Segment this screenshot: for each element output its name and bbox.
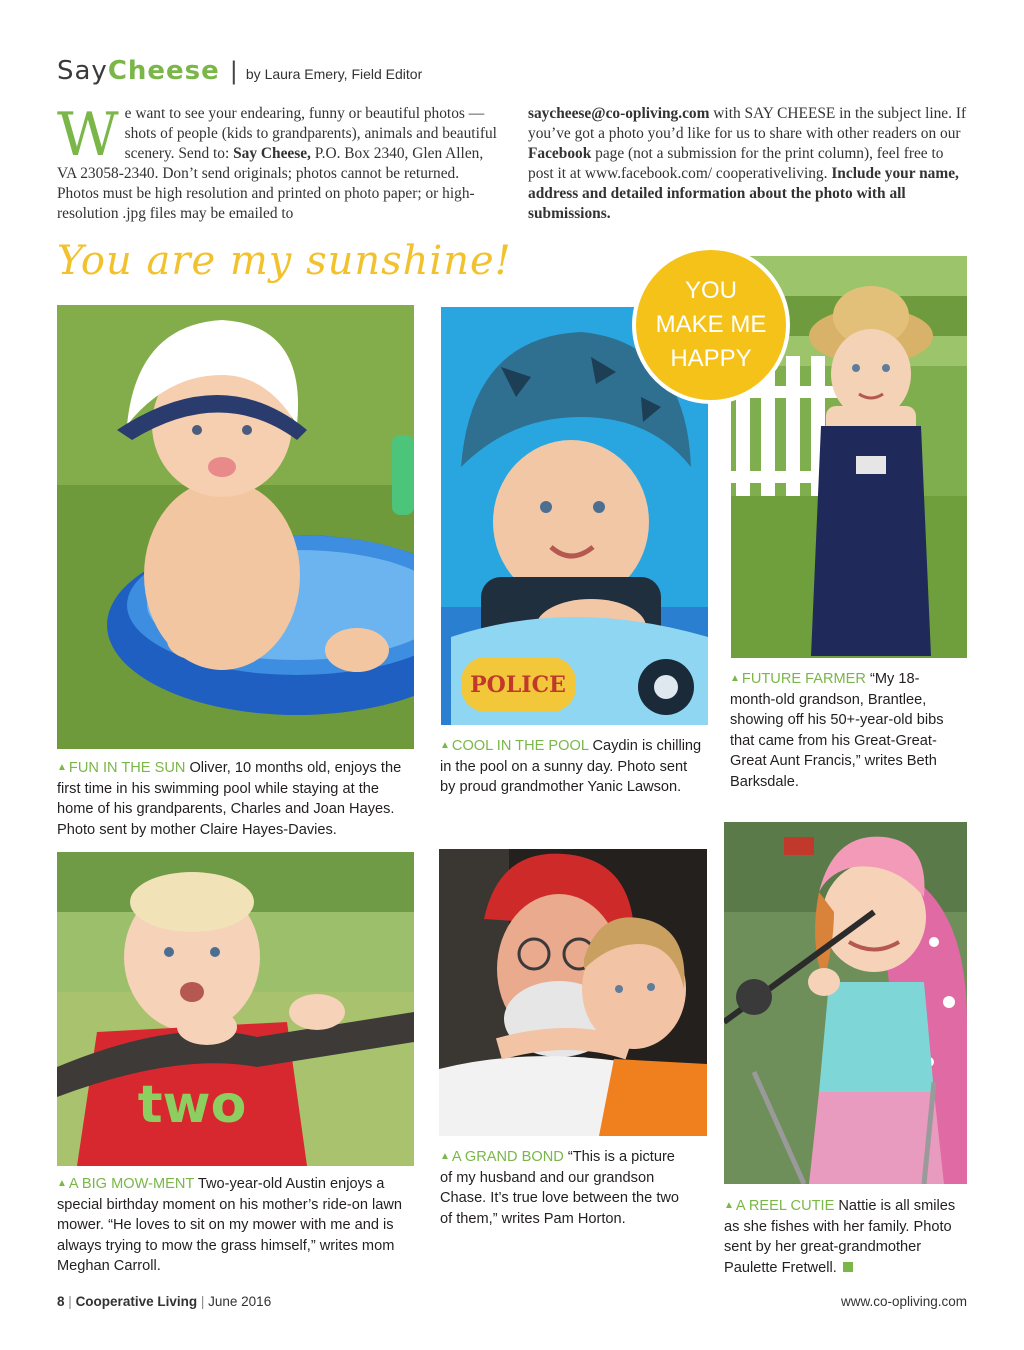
intro-column-right [528, 104, 968, 228]
caption-text: Oliver, 10 months old, enjoys the first time in his swimming pool while staying at the home of his grandparents, Charles and Joan Hayes. Photo sent by mother Claire Hayes-Davies. [57, 760, 402, 838]
caption-text: Nattie is all smiles as she fishes with her family. Photo sent by her great-grandmother Paulette Fretwell. [724, 1198, 956, 1276]
shirt-text: two [137, 1075, 247, 1135]
page-number: 8 [57, 1294, 65, 1309]
photo-fun-in-the-sun [57, 305, 414, 749]
intro-text-a: e want to see your endearing, funny or beautiful photos — shots of people (kids to grandparents), animals and beautiful scenery. Send to: [124, 105, 497, 162]
caption-text: “My 18-month-old grandson, Brantlee, showing off his 50+-year-old bibs that came from his Great-Great-Great Aunt Francis,” writes Beth Barksdale. [730, 671, 944, 790]
caption-title: FUN IN THE SUN [68, 760, 186, 776]
intro-say-cheese: Say Cheese, [233, 145, 311, 162]
end-mark-icon [843, 1262, 853, 1272]
caption-reel-cutie [724, 1196, 968, 1282]
email-link[interactable]: saycheese@co-opliving.com [528, 105, 710, 122]
headline: You are my sunshine! [57, 238, 512, 284]
header-separator: | [229, 57, 238, 85]
mower-toddler-image [57, 852, 414, 1166]
caption-text: Caydin is chilling in the pool on a sunny day. Photo sent by proud grandmother Yanic Lawson. [440, 738, 702, 796]
byline: by Laura Emery, Field Editor [245, 66, 423, 82]
caption-title: A REEL CUTIE [735, 1198, 835, 1214]
grandpa-grandson-image [439, 849, 707, 1136]
footer-separator: | [68, 1294, 72, 1309]
photo-reel-cutie [724, 822, 967, 1184]
caption-cool-in-the-pool [440, 736, 702, 820]
issue-date: June 2016 [208, 1294, 272, 1309]
section-title-cheese: Cheese [107, 56, 220, 86]
intro-text-c: with SAY CHEESE in the subject line. If you’ve got a photo you’d like for us to share with other readers on our [528, 105, 967, 142]
caption-title: COOL IN THE POOL [451, 738, 589, 754]
triangle-up-icon: ▲ [730, 673, 740, 684]
triangle-up-icon: ▲ [57, 762, 67, 773]
caption-text: Two-year-old Austin enjoys a special birthday moment on his mother’s ride-on lawn mower. “He loves to sit on my mower with me and is always trying to mow the grass himself,” writes mom Meghan Carroll. [57, 1176, 403, 1275]
section-header [57, 56, 657, 96]
caption-fun-in-the-sun [57, 758, 415, 842]
intro-instructions: Include your name, address and detailed information about the photo with all submissions. [528, 165, 959, 222]
caption-title: FUTURE FARMER [741, 671, 866, 687]
footer-separator-2: | [200, 1294, 205, 1309]
caption-grand-bond [440, 1147, 680, 1253]
facebook-label: Facebook [528, 145, 592, 162]
badge-line-2: MAKE ME [655, 311, 767, 338]
intro-column-left [57, 100, 499, 228]
drop-cap: W [57, 100, 119, 170]
footer-url[interactable]: www.co-opliving.com [840, 1294, 967, 1309]
section-title-say: Say [57, 56, 108, 86]
caption-title: A BIG MOW-MENT [68, 1176, 195, 1192]
triangle-up-icon: ▲ [57, 1178, 67, 1189]
caption-future-farmer [730, 669, 962, 795]
baby-pool-image [57, 305, 414, 749]
footer-left [57, 1294, 457, 1314]
photo-grand-bond [439, 849, 707, 1136]
caption-big-mow-ment [57, 1174, 415, 1280]
triangle-up-icon: ▲ [440, 740, 450, 751]
happy-badge [632, 246, 790, 404]
badge-line-1: YOU [684, 277, 737, 304]
caption-text: “This is a picture of my husband and our grandson Chase. It’s true love between the two of them,” writes Pam Horton. [440, 1149, 680, 1227]
police-sign-text: POLICE [470, 672, 566, 698]
caption-title: A GRAND BOND [451, 1149, 564, 1165]
intro-text-d: page (not a submission for the print column), feel free to post it at www.facebook.com/ cooperativeliving. [528, 145, 944, 182]
triangle-up-icon: ▲ [724, 1200, 734, 1211]
photo-big-mow-ment [57, 852, 414, 1166]
magazine-name: Cooperative Living [75, 1294, 198, 1309]
badge-line-3: HAPPY [670, 345, 752, 372]
girl-fishing-stroller-image [724, 822, 967, 1184]
intro-text-b: P.O. Box 2340, Glen Allen, VA 23058-2340. Don’t send originals; photos cannot be returned. Photos must be high resolution and printed on photo paper; or high-resolution .jpg files may be emailed to [57, 145, 484, 222]
triangle-up-icon: ▲ [440, 1151, 450, 1162]
